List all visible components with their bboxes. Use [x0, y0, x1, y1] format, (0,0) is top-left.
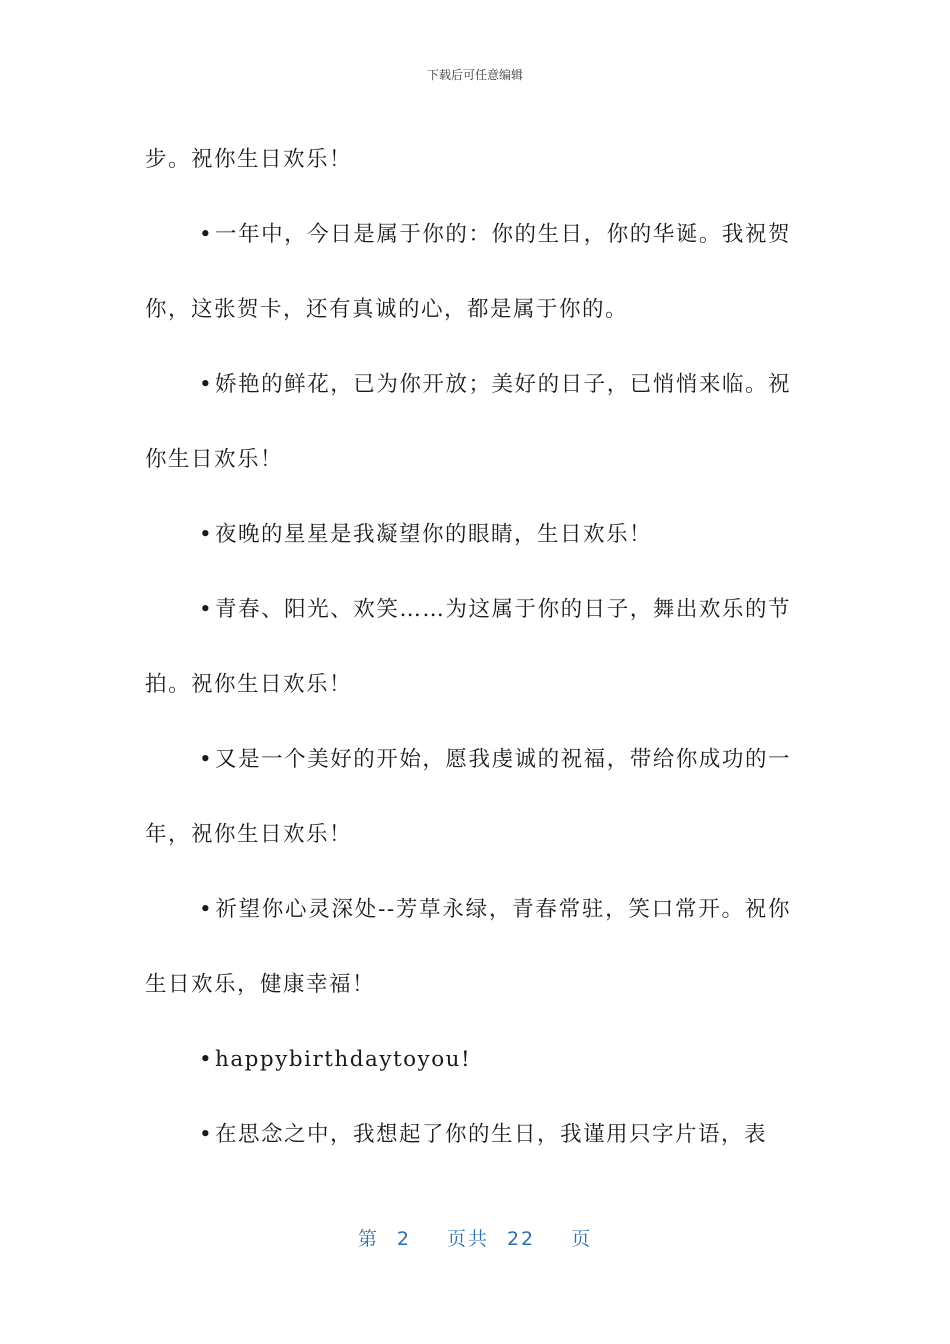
bullet-paragraph [145, 1022, 791, 1097]
bullet-icon: • [199, 597, 214, 622]
paragraph-text: 夜晚的星星是我凝望你的眼睛，生日欢乐！ [215, 522, 653, 547]
paragraph-text: 又是一个美好的开始，愿我虔诚的祝福，带给你成功的一年，祝你生日欢乐！ [145, 747, 791, 847]
bullet-paragraph [145, 572, 791, 722]
bullet-icon: • [199, 372, 214, 397]
paragraph-continuation [145, 122, 791, 197]
paragraph-text: 一年中，今日是属于你的：你的生日，你的华诞。我祝贺你，这张贺卡，还有真诚的心，都是属于你的。 [145, 222, 791, 322]
bullet-icon: • [199, 897, 214, 922]
bullet-icon: • [199, 747, 214, 772]
bullet-icon: • [199, 222, 214, 247]
footer-middle: 页共 [446, 1228, 489, 1250]
document-body [145, 122, 791, 1172]
total-pages-number: 22 [506, 1228, 536, 1250]
paragraph-text: 祈望你心灵深处--芳草永绿，青春常驻，笑口常开。祝你生日欢乐，健康幸福！ [145, 897, 791, 997]
page-number-footer [0, 1224, 950, 1251]
bullet-icon: • [199, 1122, 214, 1147]
bullet-icon: • [199, 522, 214, 547]
bullet-paragraph [145, 722, 791, 872]
paragraph-text: 在思念之中，我想起了你的生日，我谨用只字片语，表 [215, 1122, 768, 1147]
bullet-paragraph [145, 197, 791, 347]
bullet-icon: • [199, 1047, 214, 1072]
paragraph-text: happybirthdaytoyou! [215, 1047, 472, 1072]
bullet-paragraph [145, 1097, 791, 1172]
bullet-paragraph [145, 872, 791, 1022]
page-header: 下载后可任意编辑 [426, 68, 523, 82]
bullet-paragraph [145, 497, 791, 572]
paragraph-text: 青春、阳光、欢笑……为这属于你的日子，舞出欢乐的节拍。祝你生日欢乐！ [145, 597, 791, 697]
current-page-number: 2 [396, 1228, 411, 1250]
paragraph-text: 步。祝你生日欢乐！ [145, 147, 353, 172]
bullet-paragraph [145, 347, 791, 497]
paragraph-text: 娇艳的鲜花，已为你开放；美好的日子，已悄悄来临。祝你生日欢乐！ [145, 372, 791, 472]
footer-suffix: 页 [571, 1228, 593, 1250]
footer-prefix: 第 [357, 1228, 379, 1250]
